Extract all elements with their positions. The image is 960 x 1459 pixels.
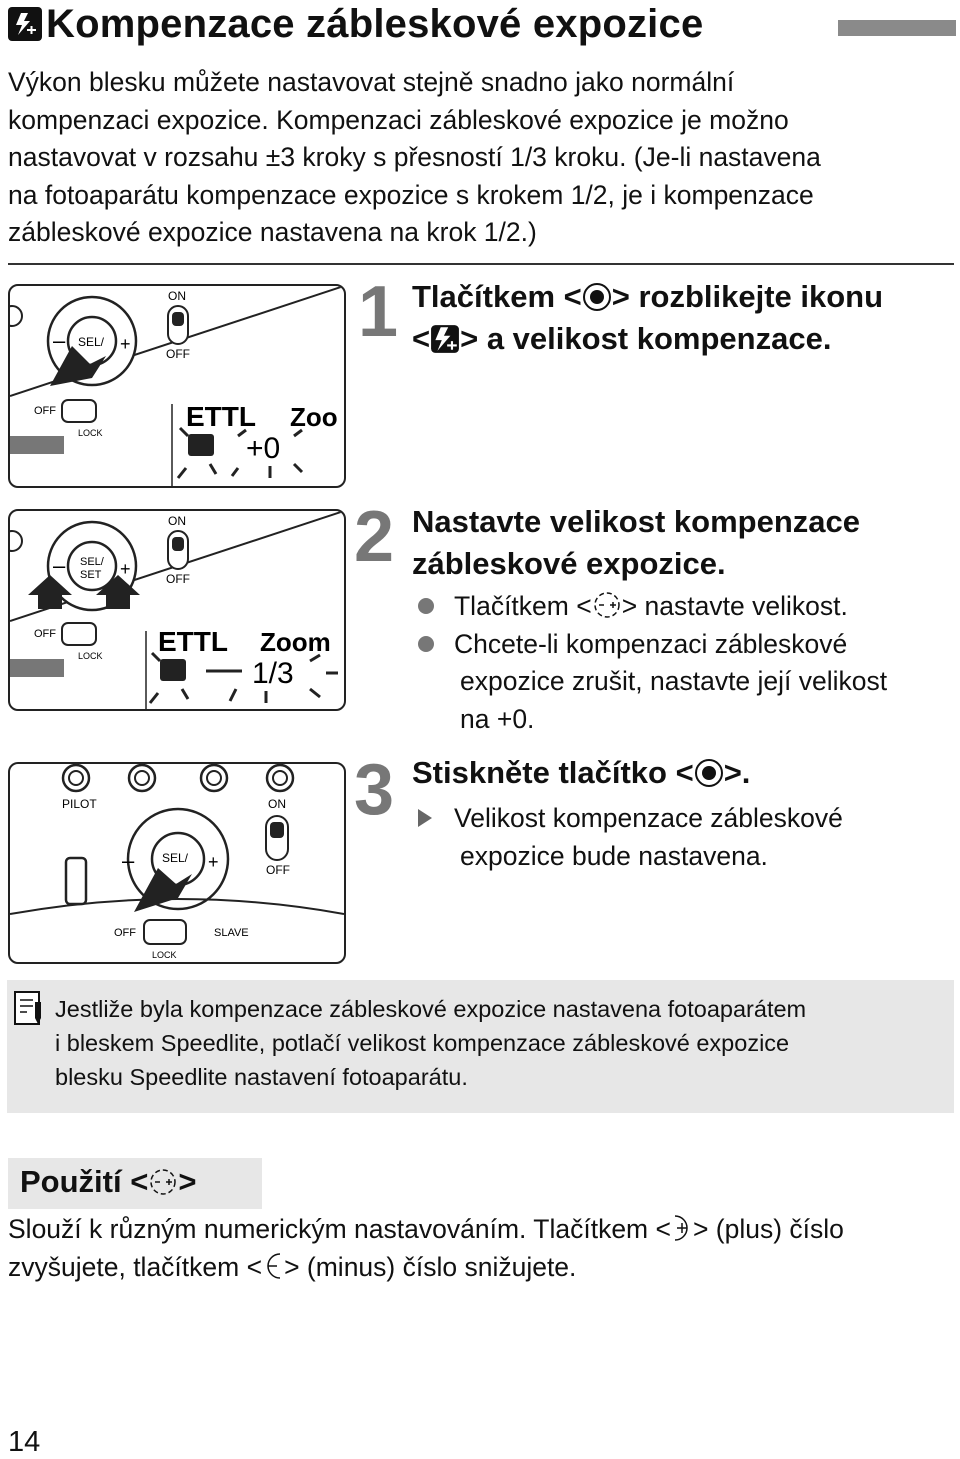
- svg-text:–: –: [122, 848, 135, 873]
- step-number: 2: [354, 497, 395, 577]
- step-3-title: Stiskněte tlačítko < >.: [412, 755, 751, 790]
- svg-text:–: –: [53, 328, 66, 353]
- off-switch-label: OFF: [34, 405, 56, 417]
- minus-dial-icon: [262, 1251, 284, 1281]
- illustration-step-3: [8, 762, 346, 964]
- off-switch-label: OFF: [114, 927, 136, 939]
- svg-text:+: +: [120, 559, 131, 579]
- flash-exposure-compensation-icon: [8, 7, 42, 41]
- pilot-label: PILOT: [62, 797, 97, 811]
- section-divider: [8, 263, 954, 265]
- on-label: ON: [168, 289, 186, 303]
- sel-label: SEL/: [162, 851, 189, 865]
- illustration-step-1: [8, 284, 346, 488]
- section-heading: Použití < >: [8, 1158, 262, 1209]
- memo-icon: [13, 988, 47, 1033]
- illustration-step-2: [8, 509, 346, 711]
- page-title: Kompenzace zábleskové expozice: [46, 1, 704, 46]
- slave-label: SLAVE: [214, 927, 249, 939]
- step-2-title: Nastavte velikost kompenzace zábleskové expozice.: [412, 504, 860, 581]
- sel-label: SEL/: [80, 556, 104, 568]
- lock-label: LOCK: [152, 950, 177, 960]
- intro-line: Výkon blesku můžete nastavovat stejně snadno jako normální: [8, 67, 735, 97]
- result-arrow-icon: [418, 809, 432, 827]
- step-1-title: Tlačítkem < > rozblikejte ikonu < > a velikost kompenzace.: [412, 279, 884, 356]
- sel-set-label: SEL/: [78, 335, 105, 349]
- off-label: OFF: [166, 347, 190, 361]
- bullet-icon: [418, 598, 434, 614]
- on-label: ON: [268, 797, 286, 811]
- page-number: 14: [8, 1426, 41, 1458]
- select-set-button-icon: [694, 758, 724, 788]
- plus-minus-dial-icon: [148, 1167, 178, 1197]
- off-switch-label: OFF: [34, 628, 56, 640]
- plus-minus-dial-icon: [592, 590, 622, 620]
- step-number: 1: [358, 272, 399, 352]
- lcd-ettl: ETTL: [158, 626, 228, 657]
- step-number: 3: [354, 750, 395, 830]
- on-label: ON: [168, 514, 186, 528]
- lcd-value: +0: [246, 432, 281, 465]
- svg-text:+: +: [120, 334, 131, 354]
- list-item: Chcete-li kompenzaci zábleskové: [418, 626, 954, 664]
- lcd-ettl: ETTL: [186, 401, 256, 432]
- list-item: Tlačítkem < > nastavte velikost.: [418, 588, 954, 626]
- off-label: OFF: [266, 863, 290, 877]
- intro-line: zábleskové expozice nastavena na krok 1/2.): [8, 217, 537, 247]
- off-label: OFF: [166, 572, 190, 586]
- page-title-row: [8, 2, 703, 46]
- step-3-result: Velikost kompenzace zábleskové expozice bude nastavena.: [418, 800, 954, 875]
- select-set-button-icon: [582, 282, 612, 312]
- section-marker-bar: [838, 20, 956, 36]
- intro-line: nastavovat v rozsahu ±3 kroky s přesností 1/3 kroku. (Je-li nastavena: [8, 142, 821, 172]
- intro-line: kompenzaci expozice. Kompenzaci zábleskové expozice je možno: [8, 104, 789, 135]
- lock-label: LOCK: [78, 651, 103, 661]
- lock-label: LOCK: [78, 428, 103, 438]
- svg-text:+: +: [208, 852, 219, 872]
- note-text: Jestliže byla kompenzace zábleskové expozice nastavena fotoaparátem i bleskem Speedlite, potlačí velikost kompenzace zábleskové expozice blesku Speedlite nastavení fotoaparátu.: [55, 996, 807, 1090]
- intro-line: na fotoaparátu kompenzace expozice s krokem 1/2, je i kompenzace: [8, 179, 814, 210]
- intro-paragraph: [8, 64, 938, 252]
- lcd-zoom: Zoom: [260, 627, 331, 657]
- lcd-value: 1/3: [252, 657, 294, 690]
- section-paragraph: Slouží k různým numerickým nastavováním. Tlačítkem < > (plus) číslo zvyšujete, tlačítkem < > (minus) číslo snižujete.: [8, 1214, 844, 1282]
- lcd-zoom: Zoo: [290, 402, 338, 432]
- list-item: Velikost kompenzace zábleskové: [418, 800, 954, 838]
- flash-exposure-compensation-icon: [430, 324, 460, 354]
- set-label: SET: [80, 569, 102, 581]
- note-box: [7, 980, 954, 1113]
- svg-text:–: –: [53, 553, 66, 578]
- step-2-bullets: Tlačítkem < > nastavte velikost. Chcete-li kompenzaci zábleskové expozice zrušit, nastavte její velikost na +0.: [418, 588, 954, 738]
- bullet-icon: [418, 636, 434, 652]
- plus-dial-icon: [671, 1213, 693, 1243]
